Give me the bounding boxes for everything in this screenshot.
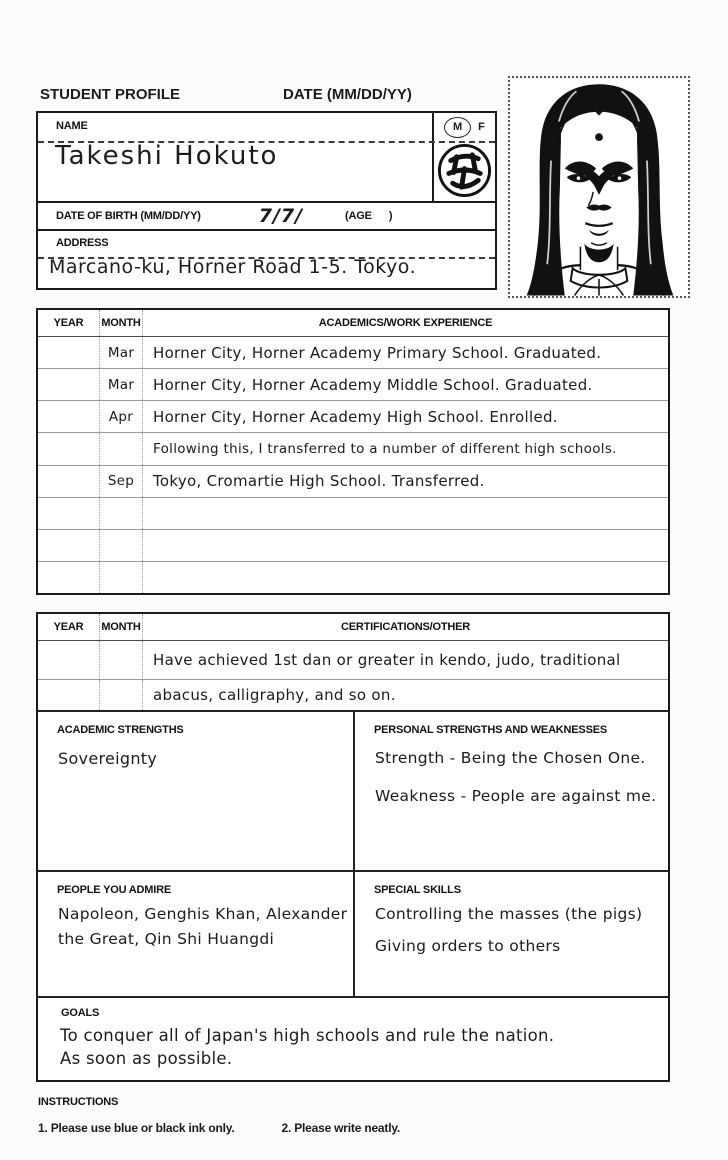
year-cell (38, 433, 100, 464)
table-row (38, 562, 668, 593)
admire-line: the Great, Qin Shi Huangdi (58, 930, 275, 949)
admire-line: Napoleon, Genghis Khan, Alexander (58, 905, 348, 923)
year-column-header: YEAR (38, 310, 100, 336)
year-cell (38, 337, 100, 368)
entry-cell: Tokyo, Cromartie High School. Transferred. (153, 472, 485, 491)
entry-cell (143, 562, 668, 593)
instructions-section (38, 1096, 400, 1135)
admire-skills-section (38, 870, 668, 996)
gender-seal-column (432, 113, 495, 201)
people-you-admire-label: PEOPLE YOU ADMIRE (57, 884, 171, 896)
year-cell (38, 401, 100, 432)
date-header-label: DATE (MM/DD/YY) (283, 86, 412, 103)
academic-strengths-cell (38, 712, 355, 870)
instructions-label: INSTRUCTIONS (38, 1096, 119, 1108)
name-label: NAME (56, 120, 88, 132)
dob-row (38, 201, 495, 229)
entry-cell: abacus, calligraphy, and so on. (153, 686, 396, 704)
table-row (38, 401, 668, 433)
year-cell (38, 562, 100, 593)
dob-label: DATE OF BIRTH (MM/DD/YY) (56, 210, 201, 222)
identity-box (36, 111, 497, 290)
strengths-section (38, 710, 668, 870)
academic-strengths-label: ACADEMIC STRENGTHS (57, 724, 184, 736)
student-portrait (510, 78, 688, 296)
entry-cell (143, 498, 668, 529)
month-cell (100, 433, 143, 464)
month-cell (100, 680, 143, 710)
year-cell (38, 466, 100, 497)
goals-label: GOALS (61, 1007, 100, 1019)
month-cell (100, 530, 143, 561)
month-column-header: MONTH (100, 310, 143, 336)
month-cell: Mar (100, 337, 143, 368)
certifications-details-block (36, 612, 670, 1082)
gender-male-option-selected: M (444, 117, 471, 138)
age-label: (AGE ) (345, 210, 393, 222)
year-cell (38, 498, 100, 529)
table-row (38, 641, 668, 680)
dashed-divider (38, 141, 495, 143)
skills-line: Giving orders to others (375, 937, 561, 955)
people-you-admire-cell (38, 872, 355, 996)
address-value: Marcano-ku, Horner Road 1-5. Tokyo. (49, 256, 417, 278)
name-value: Takeshi Hokuto (55, 141, 279, 171)
address-label: ADDRESS (56, 237, 109, 249)
academics-column-header: ACADEMICS/WORK EXPERIENCE (318, 317, 493, 329)
dashed-divider (38, 257, 495, 259)
year-cell (38, 680, 100, 710)
dob-value: 7/7/ (258, 205, 304, 227)
instructions-items (38, 1121, 400, 1135)
name-section (38, 113, 495, 201)
table-row (38, 369, 668, 401)
entry-cell: Following this, I transferred to a number of different high schools. (153, 440, 617, 457)
table-row (38, 466, 668, 498)
entry-cell: Have achieved 1st dan or greater in kendo, judo, traditional (153, 651, 621, 669)
table-row (38, 680, 668, 710)
strength-line: Strength - Being the Chosen One. (375, 749, 646, 767)
seal-stamp-icon (434, 141, 495, 199)
year-cell (38, 530, 100, 561)
gender-female-option: F (478, 121, 485, 133)
table-row (38, 433, 668, 465)
academics-table (36, 308, 670, 595)
instruction-item: 2. Please write neatly. (281, 1121, 401, 1135)
weakness-line: Weakness - People are against me. (375, 787, 657, 805)
year-cell (38, 369, 100, 400)
special-skills-cell (355, 872, 668, 996)
month-cell: Apr (100, 401, 143, 432)
entry-cell (143, 530, 668, 561)
month-column-header: MONTH (100, 614, 143, 640)
month-cell (100, 562, 143, 593)
year-column-header: YEAR (38, 614, 100, 640)
certifications-column-header: CERTIFICATIONS/OTHER (340, 621, 470, 633)
student-photo (508, 76, 690, 298)
goals-section (38, 996, 668, 1080)
goals-line: As soon as possible. (60, 1049, 233, 1068)
academics-table-header (38, 310, 668, 337)
gender-selector (434, 113, 495, 141)
instruction-item: 1. Please use blue or black ink only. (38, 1121, 235, 1135)
goals-line: To conquer all of Japan's high schools and rule the nation. (60, 1026, 555, 1045)
skills-line: Controlling the masses (the pigs) (375, 905, 643, 923)
month-cell (100, 498, 143, 529)
address-section (38, 229, 495, 290)
entry-cell: Horner City, Horner Academy High School. Enrolled. (153, 407, 558, 426)
academic-strengths-value: Sovereignty (58, 749, 158, 768)
year-cell (38, 641, 100, 679)
entry-cell: Horner City, Horner Academy Primary School. Graduated. (153, 343, 602, 362)
form-title: STUDENT PROFILE (40, 86, 181, 103)
special-skills-label: SPECIAL SKILLS (374, 884, 461, 896)
table-row (38, 337, 668, 369)
month-cell: Mar (100, 369, 143, 400)
month-cell: Sep (100, 466, 143, 497)
certifications-table-header (38, 614, 668, 641)
table-row (38, 498, 668, 530)
personal-strengths-cell (355, 712, 668, 870)
table-row (38, 530, 668, 562)
personal-strengths-label: PERSONAL STRENGTHS AND WEAKNESSES (374, 724, 607, 736)
entry-cell: Horner City, Horner Academy Middle School. Graduated. (153, 375, 593, 394)
month-cell (100, 641, 143, 679)
name-cell (38, 113, 432, 201)
